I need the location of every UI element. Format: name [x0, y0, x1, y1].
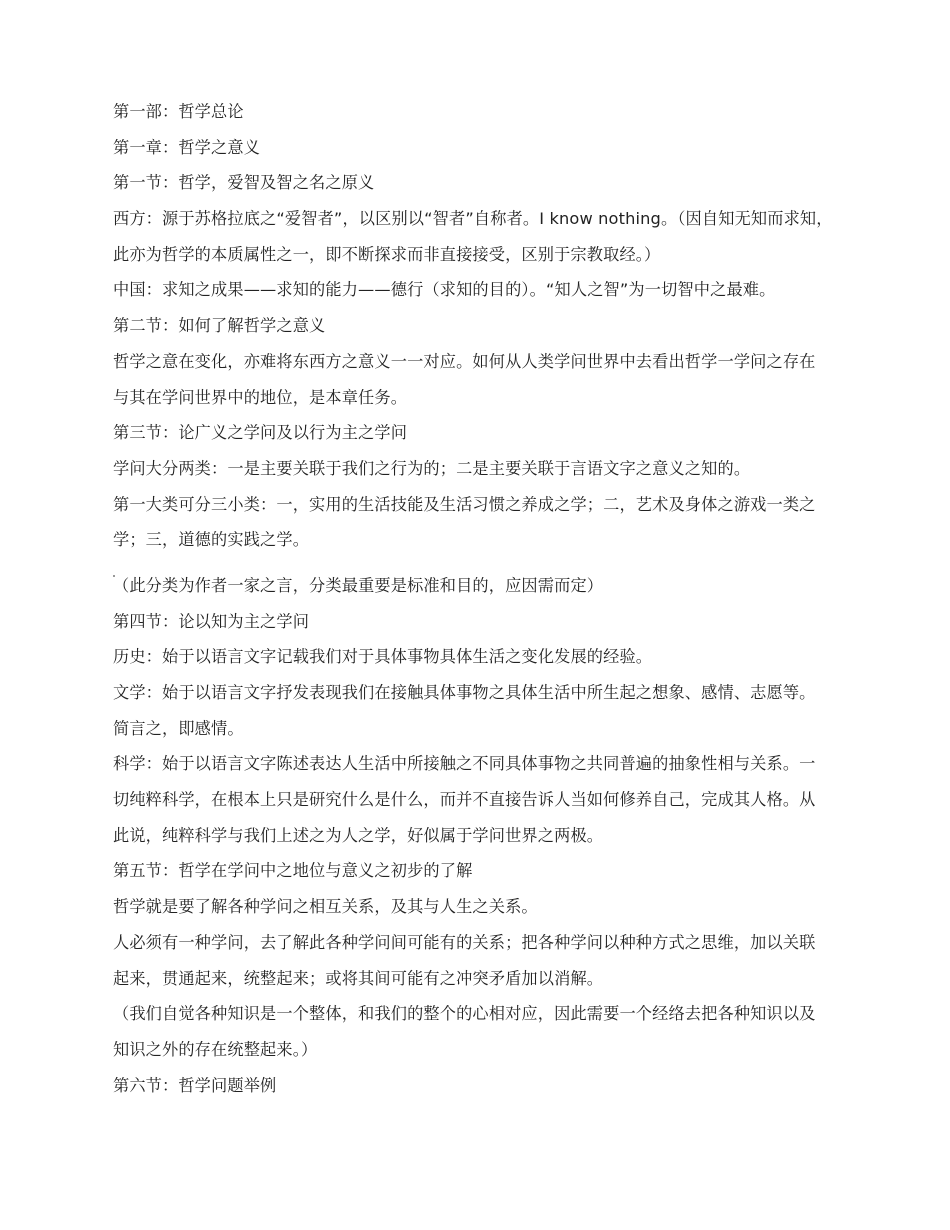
paragraph-line: 切纯粹科学，在根本上只是研究什么是什么，而并不直接告诉人当如何修养自己，完成其人格。从 [113, 790, 816, 810]
paragraph-line: 历史：始于以语言文字记载我们对于具体事物具体生活之变化发展的经验。 [113, 647, 653, 667]
section-heading-4: 第四节：论以知为主之学问 [113, 611, 310, 631]
section-heading-6: 第六节：哲学问题举例 [113, 1075, 277, 1095]
paragraph-line: 哲学就是要了解各种学问之相互关系，及其与人生之关系。 [113, 897, 538, 917]
paragraph-gap [113, 558, 855, 568]
chapter-heading: 第一章：哲学之意义 [113, 137, 261, 157]
paragraph-line: 学问大分两类：一是主要关联于我们之行为的；二是主要关联于言语文字之意义之知的。 [113, 458, 751, 478]
paragraph-line: 知识之外的存在统整起来。） [113, 1039, 318, 1059]
paragraph-line: 第一大类可分三小类：一，实用的生活技能及生活习惯之养成之学；二，艺术及身体之游戏一类之 [113, 494, 816, 514]
paragraph-line: 学；三，道德的实践之学。 [113, 530, 310, 550]
section-heading-1: 第一节：哲学，爱智及智之名之原义 [113, 173, 375, 193]
section-heading-2: 第二节：如何了解哲学之意义 [113, 316, 326, 336]
section-heading-5: 第五节：哲学在学问中之地位与意义之初步的了解 [113, 861, 473, 881]
paragraph-line: 科学：始于以语言文字陈述表达人生活中所接触之不同具体事物之共同普遍的抽象性相与关系。一 [113, 754, 816, 774]
section-heading-3: 第三节：论广义之学问及以行为主之学问 [113, 423, 408, 443]
part-heading: 第一部：哲学总论 [113, 102, 244, 121]
paragraph-line: 与其在学问世界中的地位，是本章任务。 [113, 387, 408, 407]
paragraph-line: （此分类为作者一家之言，分类最重要是标准和目的，应因需而定） [113, 575, 604, 595]
paragraph-line: 简言之，即感情。 [113, 718, 244, 738]
paragraph-line: 人必须有一种学问，去了解此各种学问间可能有的关系；把各种学问以种种方式之思维，加以关联 [113, 932, 816, 952]
paragraph-line: 中国：求知之成果——求知的能力——德行（求知的目的）。“知人之智”为一切智中之最难。 [113, 280, 776, 300]
paragraph-line: 此说，纯粹科学与我们上述之为人之学，好似属于学问世界之两极。 [113, 825, 604, 845]
paragraph-line: 文学：始于以语言文字抒发表现我们在接触具体事物之具体生活中所生起之想象、感情、志愿等。 [113, 683, 816, 702]
paragraph-line: 哲学之意在变化，亦难将东西方之意义一一对应。如何从人类学问世界中去看出哲学一学问之存在 [113, 351, 816, 371]
paragraph-line: 此亦为哲学的本质属性之一，即不断探求而非直接接受，区别于宗教取经。） [113, 244, 661, 264]
paragraph-line: 起来，贯通起来，统整起来；或将其间可能有之冲突矛盾加以消解。 [113, 968, 604, 988]
paragraph-line: （我们自觉各种知识是一个整体，和我们的整个的心相对应，因此需要一个经络去把各种知识以及 [113, 1004, 816, 1024]
paragraph-line: 西方：源于苏格拉底之“爱智者”，以区别以“智者”自称者。I know nothing。（因自知无知而求知， [113, 209, 833, 229]
document-body [113, 94, 855, 1103]
